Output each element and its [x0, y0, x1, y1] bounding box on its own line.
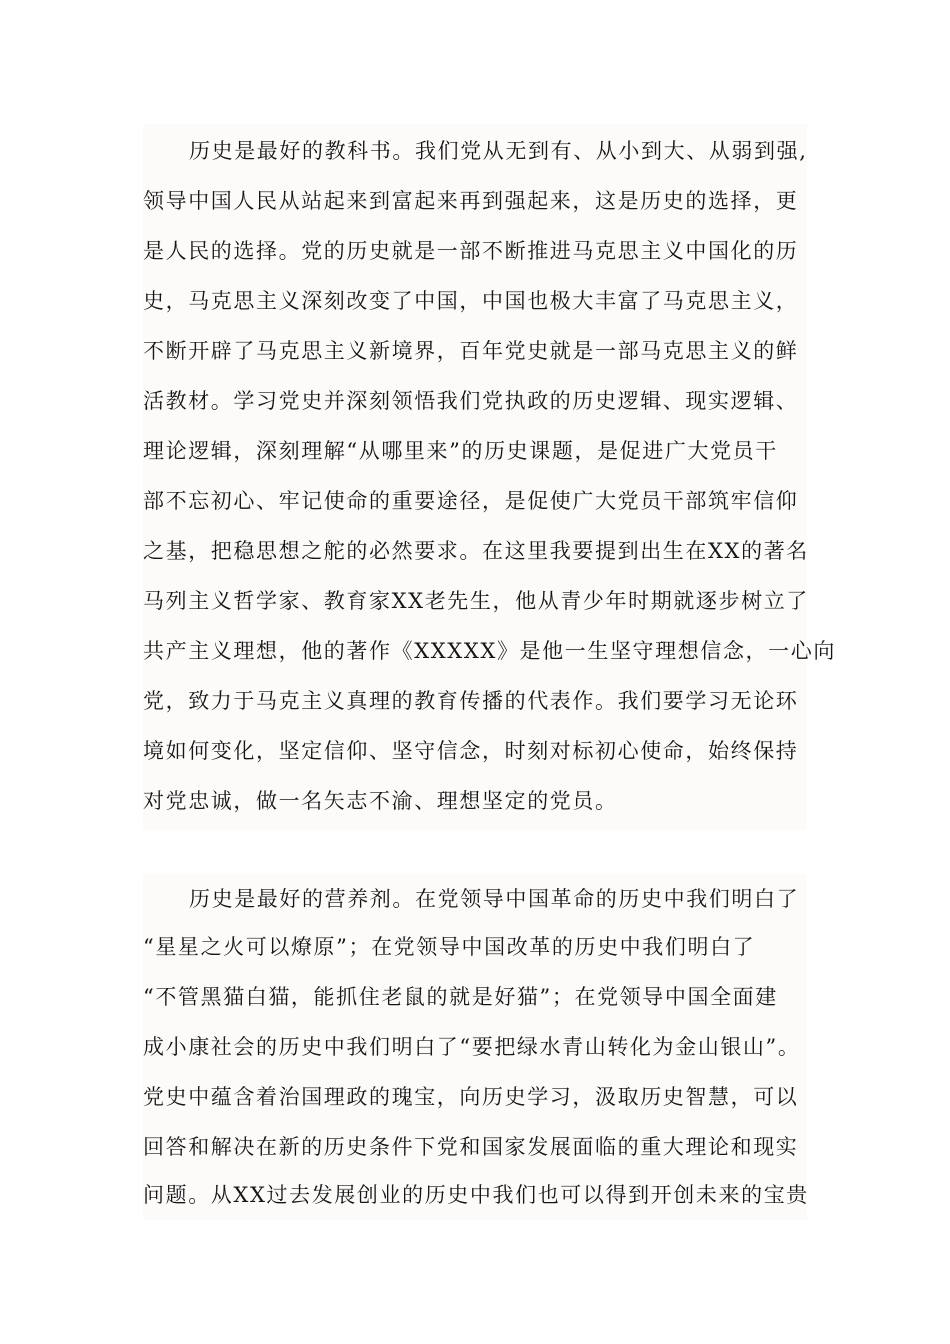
paragraph-line: 是人民的选择。党的历史就是一部不断推进马克思主义中国化的历	[143, 239, 799, 263]
paragraph-2	[143, 874, 807, 1220]
paragraph-line: 成小康社会的历史中我们明白了“要把绿水青山转化为金山银山”。	[143, 1035, 801, 1059]
paragraph-line: 问题。从XX过去发展创业的历史中我们也可以得到开创未来的宝贵	[143, 1183, 809, 1207]
paragraph-line: 共产主义理想，他的著作《XXXXX》是他一生坚守理想信念，一心向	[143, 639, 836, 663]
paragraph-line: 马列主义哲学家、教育家XX老先生，他从青少年时期就逐步树立了	[143, 589, 809, 613]
paragraph-line: 党，致力于马克主义真理的教育传播的代表作。我们要学习无论环	[143, 689, 799, 713]
paragraph-line: 历史是最好的营养剂。在党领导中国革命的历史中我们明白了	[189, 887, 800, 911]
paragraph-line: 党史中蕴含着治国理政的瑰宝，向历史学习，汲取历史智慧，可以	[143, 1085, 799, 1109]
paragraph-line: 活教材。学习党史并深刻领悟我们党执政的历史逻辑、现实逻辑、	[143, 389, 799, 413]
paragraph-line: 部不忘初心、牢记使命的重要途径，是促使广大党员干部筑牢信仰	[143, 489, 799, 513]
paragraph-line: 史，马克思主义深刻改变了中国，中国也极大丰富了马克思主义，	[143, 289, 799, 313]
paragraph-line: 理论逻辑，深刻理解“从哪里来”的历史课题，是促进广大党员干	[143, 439, 778, 463]
paragraph-line: 领导中国人民从站起来到富起来再到强起来，这是历史的选择，更	[143, 189, 799, 213]
paragraph-line: 对党忠诚，做一名矢志不渝、理想坚定的党员。	[143, 789, 618, 813]
paragraph-line: “不管黑猫白猫，能抓住老鼠的就是好猫”；在党领导中国全面建	[143, 985, 778, 1009]
paragraph-1	[143, 124, 836, 830]
paragraph-line: 历史是最好的教科书。我们党从无到有、从小到大、从弱到强,	[189, 139, 808, 163]
paragraph-line: 不断开辟了马克思主义新境界，百年党史就是一部马克思主义的鲜	[143, 339, 799, 363]
paragraph-line: 境如何变化，坚定信仰、坚守信念，时刻对标初心使命，始终保持	[143, 739, 799, 763]
paragraph-line: “星星之火可以燎原”；在党领导中国改革的历史中我们明白了	[143, 935, 756, 959]
paragraph-line: 之基，把稳思想之舵的必然要求。在这里我要提到出生在XX的著名	[143, 539, 809, 563]
paragraph-line: 回答和解决在新的历史条件下党和国家发展面临的重大理论和现实	[143, 1135, 799, 1159]
